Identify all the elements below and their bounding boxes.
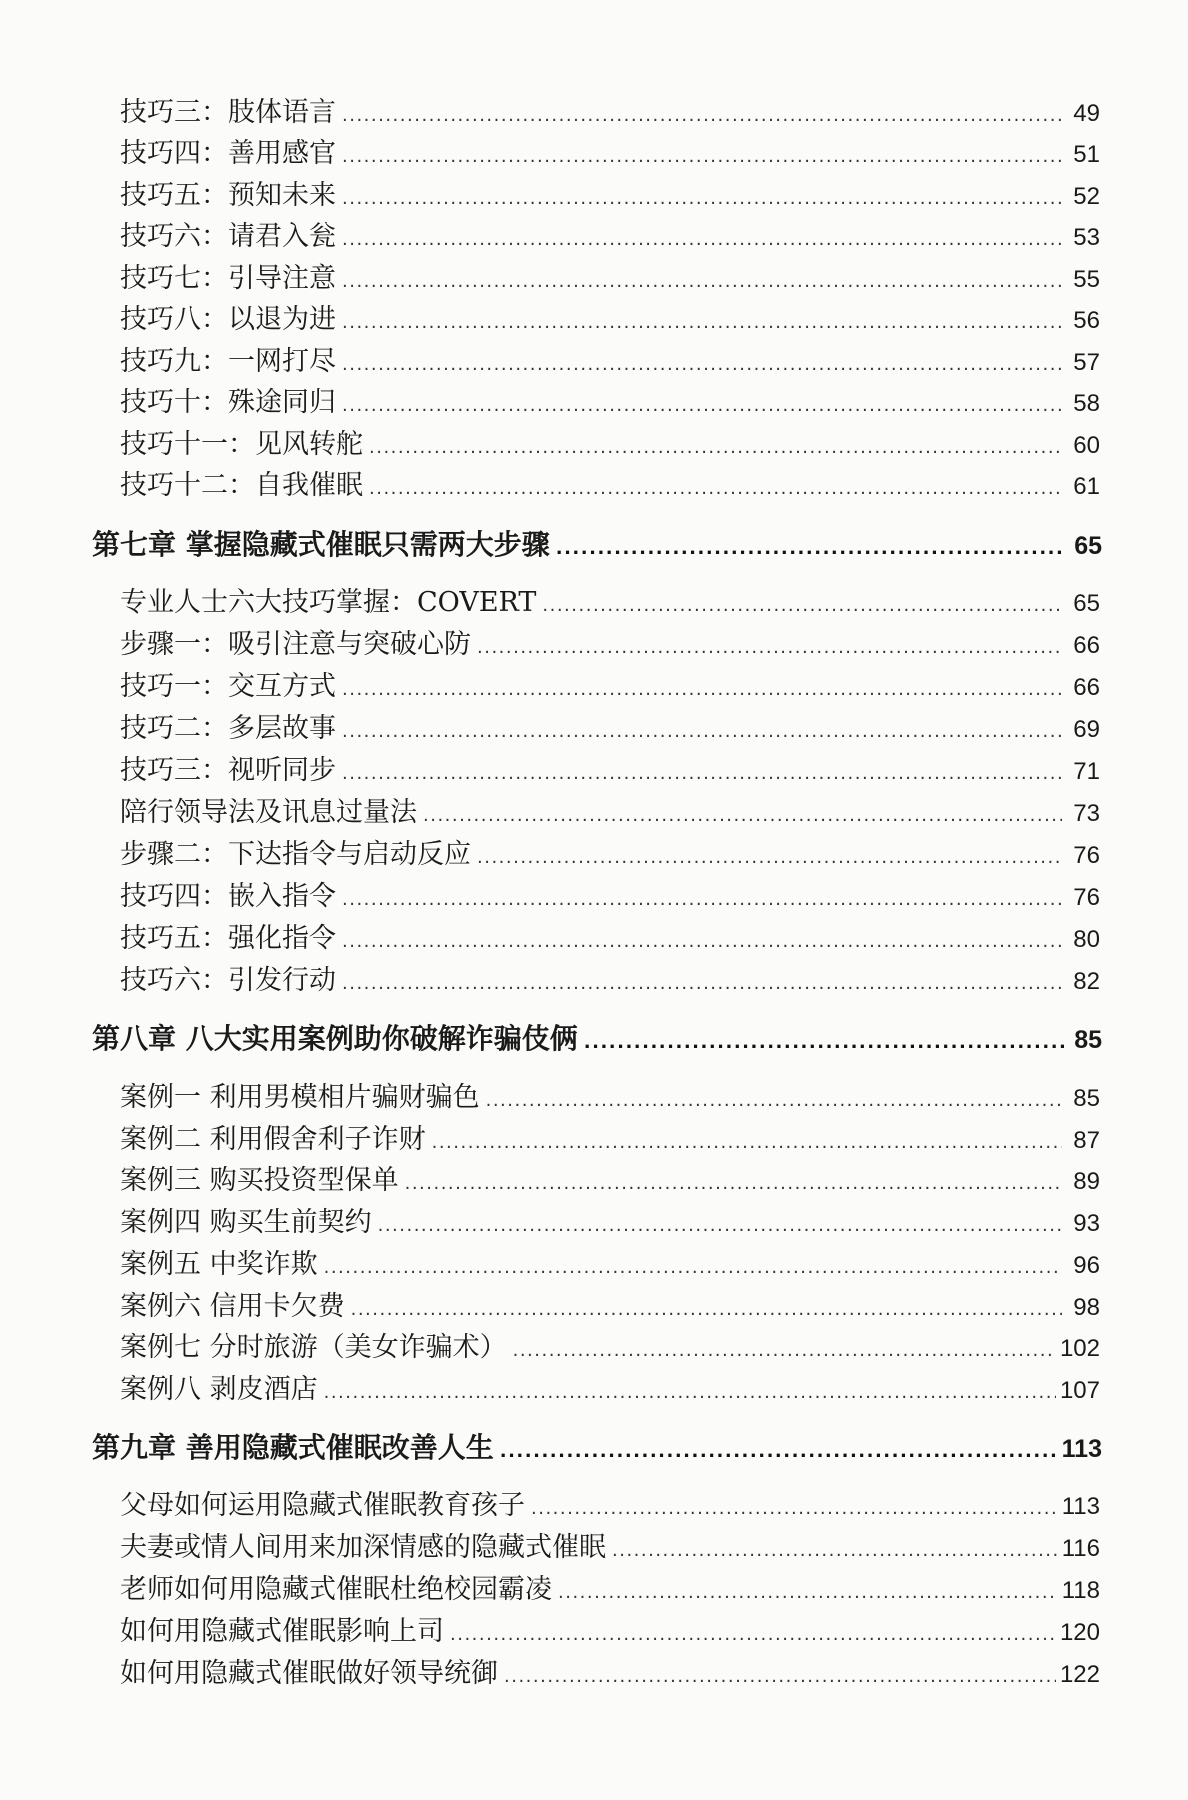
toc-entry-page: 61 bbox=[1073, 473, 1100, 500]
dot-leader bbox=[342, 137, 1062, 177]
dot-leader bbox=[432, 1123, 1062, 1163]
chapter-page: 65 bbox=[1074, 532, 1102, 560]
toc-entry-page: 65 bbox=[1073, 590, 1100, 617]
toc-entry-page: 58 bbox=[1073, 390, 1100, 417]
toc-entry-title: 专业人士六大技巧掌握：COVERT bbox=[120, 587, 537, 618]
toc-entry-title: 老师如何用隐藏式催眠杜绝校园霸凌 bbox=[120, 1574, 552, 1605]
toc-entry bbox=[120, 300, 1100, 340]
dot-leader bbox=[342, 754, 1062, 794]
toc-entry bbox=[120, 217, 1100, 257]
toc-entry-page: 56 bbox=[1073, 307, 1100, 334]
toc-chapter-7 bbox=[92, 525, 1102, 565]
toc-entry bbox=[120, 134, 1100, 174]
toc-entry bbox=[120, 93, 1100, 133]
toc-entry bbox=[120, 1370, 1100, 1410]
toc-entry-page: 71 bbox=[1073, 758, 1100, 785]
chapter-title: 第八章 八大实用案例助你破解诈骗伎俩 bbox=[92, 1022, 578, 1055]
toc-entry-title: 父母如何运用隐藏式催眠教育孩子 bbox=[120, 1490, 525, 1521]
toc-entry-page: 98 bbox=[1073, 1294, 1100, 1321]
toc-entry-title: 陪行领导法及讯息过量法 bbox=[120, 797, 417, 828]
toc-entry-title: 案例一 利用男模相片骗财骗色 bbox=[120, 1082, 480, 1113]
toc-entry bbox=[120, 1528, 1100, 1568]
toc-entry-page: 66 bbox=[1073, 632, 1100, 659]
toc-entry bbox=[120, 667, 1100, 707]
chapter-page: 113 bbox=[1061, 1435, 1102, 1463]
toc-entry-title: 案例四 购买生前契约 bbox=[120, 1207, 372, 1238]
toc-entry bbox=[120, 919, 1100, 959]
dot-leader bbox=[342, 345, 1062, 385]
toc-entry bbox=[120, 1161, 1100, 1201]
toc-entry-title: 技巧九：一网打尽 bbox=[120, 346, 336, 377]
toc-entry-title: 技巧三：肢体语言 bbox=[120, 97, 336, 128]
toc-entry-title: 案例二 利用假舍利子诈财 bbox=[120, 1124, 426, 1155]
toc-entry-page: 60 bbox=[1073, 432, 1100, 459]
toc-entry-page: 76 bbox=[1073, 842, 1100, 869]
dot-leader bbox=[342, 303, 1062, 343]
dot-leader bbox=[556, 529, 1064, 569]
toc-entry-page: 51 bbox=[1073, 141, 1100, 168]
toc-entry bbox=[120, 583, 1100, 623]
toc-entry-page: 113 bbox=[1061, 1493, 1100, 1520]
dot-leader bbox=[450, 1615, 1056, 1655]
toc-entry-title: 如何用隐藏式催眠影响上司 bbox=[120, 1616, 444, 1647]
toc-entry-page: 87 bbox=[1073, 1127, 1100, 1154]
toc-entry-page: 82 bbox=[1073, 968, 1100, 995]
dot-leader bbox=[558, 1573, 1058, 1613]
toc-entry bbox=[120, 709, 1100, 749]
dot-leader bbox=[369, 428, 1062, 468]
dot-leader bbox=[486, 1081, 1062, 1121]
toc-entry-page: 53 bbox=[1073, 224, 1100, 251]
toc-entry-page: 89 bbox=[1073, 1168, 1100, 1195]
dot-leader bbox=[342, 964, 1062, 1004]
toc-entry bbox=[120, 1120, 1100, 1160]
toc-entry-page: 80 bbox=[1073, 926, 1100, 953]
toc-entry bbox=[120, 342, 1100, 382]
toc-entry bbox=[120, 877, 1100, 917]
toc-entry-title: 步骤一：吸引注意与突破心防 bbox=[120, 629, 471, 660]
dot-leader bbox=[584, 1023, 1064, 1063]
toc-entry-page: 69 bbox=[1073, 716, 1100, 743]
toc-entry bbox=[120, 625, 1100, 665]
toc-chapter-8 bbox=[92, 1019, 1102, 1059]
chapter-title: 第九章 善用隐藏式催眠改善人生 bbox=[92, 1431, 494, 1464]
toc-entry-page: 73 bbox=[1073, 800, 1100, 827]
dot-leader bbox=[477, 838, 1062, 878]
toc-entry bbox=[120, 793, 1100, 833]
toc-entry-title: 技巧七：引导注意 bbox=[120, 263, 336, 294]
toc-entry bbox=[120, 425, 1100, 465]
toc-entry-title: 技巧六：请君入瓮 bbox=[120, 221, 336, 252]
dot-leader bbox=[342, 922, 1062, 962]
toc-entry-title: 技巧二：多层故事 bbox=[120, 713, 336, 744]
toc-entry-title: 技巧十一：见风转舵 bbox=[120, 429, 363, 460]
dot-leader bbox=[531, 1489, 1058, 1529]
toc-entry-title: 技巧十二：自我催眠 bbox=[120, 470, 363, 501]
toc-entry-title: 技巧十：殊途同归 bbox=[120, 387, 336, 418]
dot-leader bbox=[513, 1331, 1056, 1371]
dot-leader bbox=[612, 1531, 1058, 1571]
dot-leader bbox=[342, 386, 1062, 426]
toc-entry-page: 96 bbox=[1073, 1252, 1100, 1279]
toc-entry-title: 技巧五：预知未来 bbox=[120, 180, 336, 211]
toc-entry-page: 120 bbox=[1059, 1619, 1100, 1646]
toc-entry bbox=[120, 1654, 1100, 1694]
toc-entry bbox=[120, 1287, 1100, 1327]
toc-entry-page: 122 bbox=[1059, 1661, 1100, 1688]
toc-entry-title: 案例七 分时旅游（美女诈骗术） bbox=[120, 1332, 507, 1363]
dot-leader bbox=[477, 628, 1062, 668]
dot-leader bbox=[369, 469, 1062, 509]
toc-entry-page: 107 bbox=[1059, 1377, 1100, 1404]
dot-leader bbox=[342, 712, 1062, 752]
dot-leader bbox=[342, 179, 1062, 219]
toc-entry bbox=[120, 1328, 1100, 1368]
toc-entry-page: 85 bbox=[1073, 1085, 1100, 1112]
toc-entry-title: 技巧四：嵌入指令 bbox=[120, 881, 336, 912]
toc-entry-title: 步骤二：下达指令与启动反应 bbox=[120, 839, 471, 870]
dot-leader bbox=[504, 1657, 1056, 1697]
toc-entry-title: 案例六 信用卡欠费 bbox=[120, 1291, 345, 1322]
toc-entry-page: 49 bbox=[1073, 100, 1100, 127]
toc-entry bbox=[120, 961, 1100, 1001]
toc-entry-page: 55 bbox=[1073, 266, 1100, 293]
dot-leader bbox=[378, 1206, 1062, 1246]
dot-leader bbox=[342, 262, 1062, 302]
toc-entry-page: 76 bbox=[1073, 884, 1100, 911]
toc-entry bbox=[120, 259, 1100, 299]
toc-entry bbox=[120, 1245, 1100, 1285]
toc-entry bbox=[120, 1203, 1100, 1243]
dot-leader bbox=[342, 670, 1062, 710]
dot-leader bbox=[342, 220, 1062, 260]
dot-leader bbox=[324, 1248, 1062, 1288]
toc-entry-title: 技巧四：善用感官 bbox=[120, 138, 336, 169]
toc-entry-title: 如何用隐藏式催眠做好领导统御 bbox=[120, 1658, 498, 1689]
toc-entry bbox=[120, 1486, 1100, 1526]
toc-entry bbox=[120, 1570, 1100, 1610]
dot-leader bbox=[423, 796, 1062, 836]
toc-chapter-9 bbox=[92, 1428, 1102, 1468]
toc-entry bbox=[120, 383, 1100, 423]
dot-leader bbox=[405, 1164, 1062, 1204]
dot-leader bbox=[500, 1432, 1058, 1472]
dot-leader bbox=[342, 96, 1062, 136]
toc-entry-title: 技巧六：引发行动 bbox=[120, 965, 336, 996]
toc-entry-page: 116 bbox=[1061, 1535, 1100, 1562]
chapter-page: 85 bbox=[1074, 1026, 1102, 1054]
chapter-title: 第七章 掌握隐藏式催眠只需两大步骤 bbox=[92, 528, 550, 561]
toc-entry-page: 57 bbox=[1073, 349, 1100, 376]
toc-entry-title: 技巧三：视听同步 bbox=[120, 755, 336, 786]
toc-entry-title: 技巧一：交互方式 bbox=[120, 671, 336, 702]
dot-leader bbox=[324, 1373, 1056, 1413]
toc-entry bbox=[120, 751, 1100, 791]
toc-entry-page: 52 bbox=[1073, 183, 1100, 210]
toc-entry-title: 案例五 中奖诈欺 bbox=[120, 1249, 318, 1280]
toc-entry bbox=[120, 1612, 1100, 1652]
toc-entry bbox=[120, 466, 1100, 506]
toc-entry-title: 案例三 购买投资型保单 bbox=[120, 1165, 399, 1196]
toc-entry-title: 案例八 剥皮酒店 bbox=[120, 1374, 318, 1405]
toc-entry bbox=[120, 1078, 1100, 1118]
toc-entry bbox=[120, 176, 1100, 216]
toc-entry-page: 66 bbox=[1073, 674, 1100, 701]
toc-entry-title: 技巧五：强化指令 bbox=[120, 923, 336, 954]
toc-entry-page: 93 bbox=[1073, 1210, 1100, 1237]
dot-leader bbox=[351, 1290, 1062, 1330]
toc-entry-title: 技巧八：以退为进 bbox=[120, 304, 336, 335]
toc-entry-title: 夫妻或情人间用来加深情感的隐藏式催眠 bbox=[120, 1532, 606, 1563]
toc-entry-page: 102 bbox=[1059, 1335, 1100, 1362]
dot-leader bbox=[542, 586, 1062, 626]
dot-leader bbox=[342, 880, 1062, 920]
toc-entry-page: 118 bbox=[1061, 1577, 1100, 1604]
toc-entry bbox=[120, 835, 1100, 875]
